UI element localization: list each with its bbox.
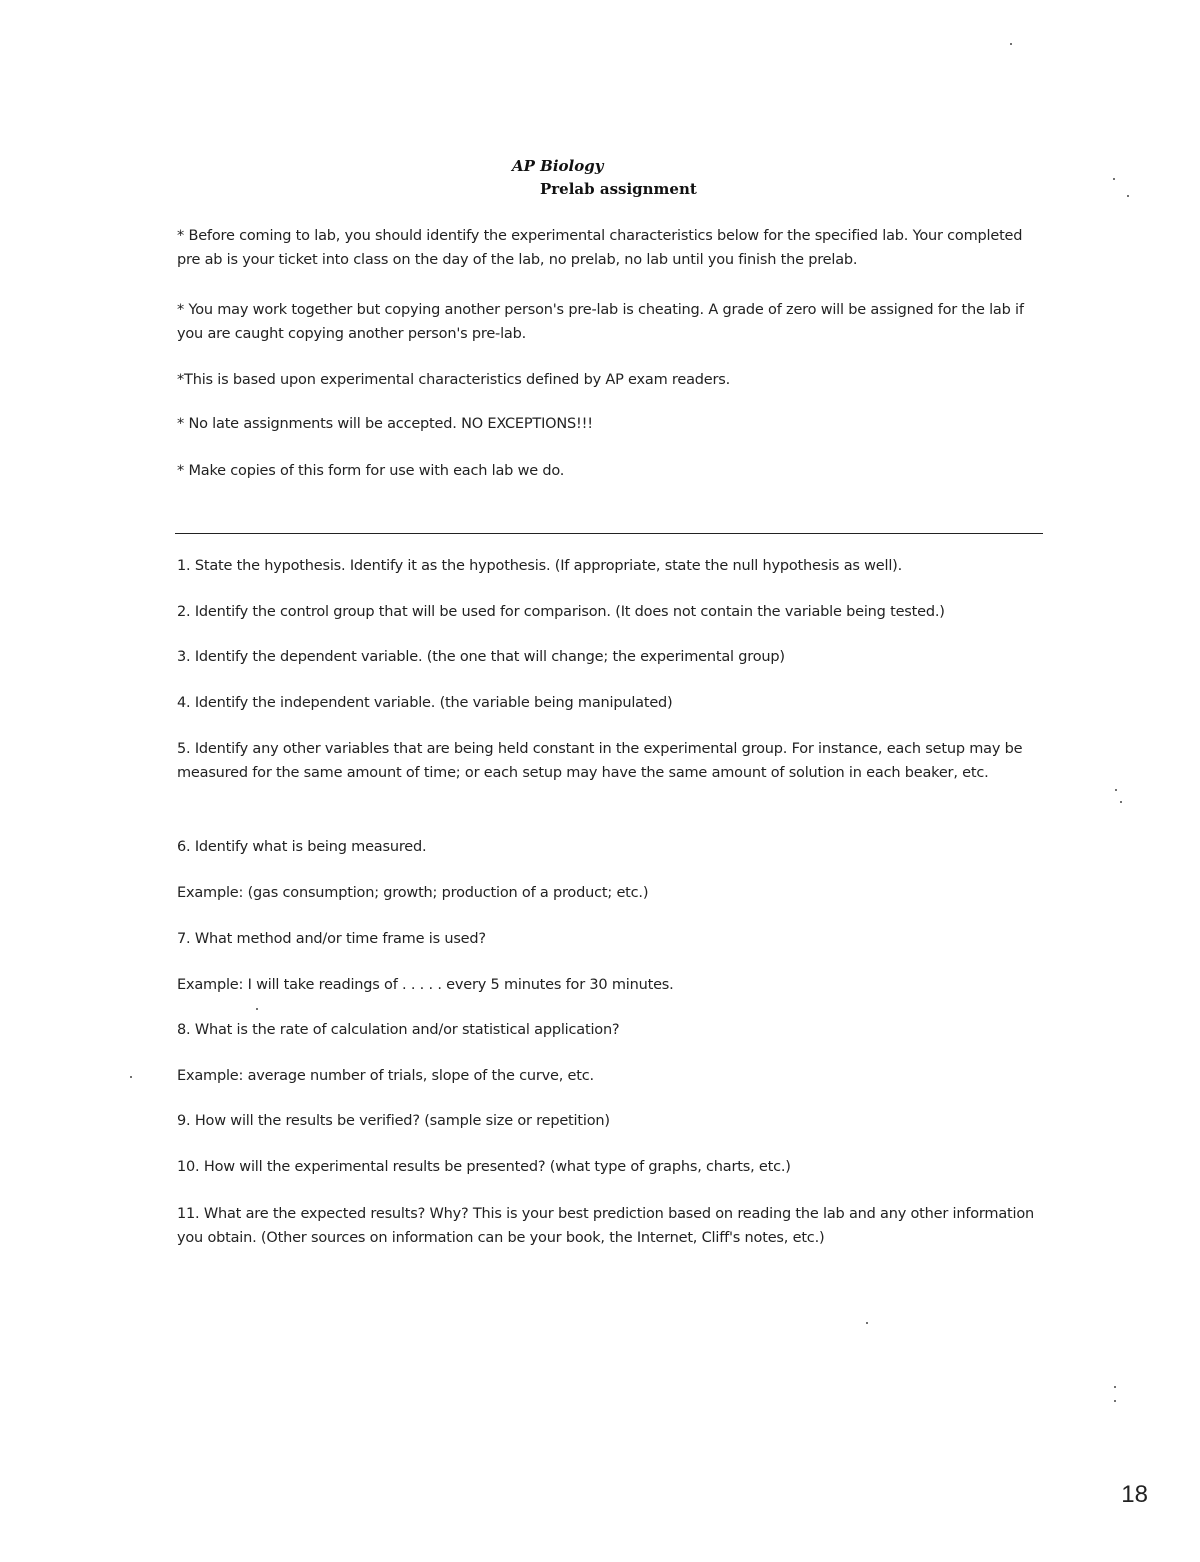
- question-5: 5. Identify any other variables that are being held constant in the experimental group. For instance, each setup may be measured for the same amount of time; or each setup may have the same amount of solution in each beaker, etc.: [177, 741, 1023, 781]
- page-title: AP Biology: [512, 157, 604, 175]
- page-subtitle: Prelab assignment: [540, 180, 697, 198]
- question-8: 8. What is the rate of calculation and/or statistical application?: [177, 1022, 620, 1038]
- scan-speck: [1113, 178, 1115, 180]
- scan-speck: [130, 1076, 132, 1078]
- question-11: 11. What are the expected results? Why? This is your best prediction based on reading the lab and any other information you obtain. (Other sources on information can be your book, the Internet, Cliff's notes, etc.): [177, 1206, 1035, 1246]
- instruction-2: * You may work together but copying another person's pre-lab is cheating. A grade of zero will be assigned for the lab if you are caught copying another person's pre-lab.: [177, 302, 1024, 342]
- example-7: Example: I will take readings of . . . . . every 5 minutes for 30 minutes.: [177, 977, 674, 993]
- question-1: 1. State the hypothesis. Identify it as the hypothesis. (If appropriate, state the null hypothesis as well).: [177, 558, 903, 574]
- instruction-5: * Make copies of this form for use with each lab we do.: [177, 463, 565, 479]
- instruction-4: * No late assignments will be accepted. NO EXCEPTIONS!!!: [177, 416, 593, 432]
- instruction-3: *This is based upon experimental characteristics defined by AP exam readers.: [177, 372, 731, 388]
- section-divider: [175, 533, 1043, 534]
- page-number: 18: [1121, 1481, 1148, 1508]
- question-6: 6. Identify what is being measured.: [177, 839, 427, 855]
- scan-speck: [1114, 1400, 1116, 1402]
- scan-speck: [1120, 801, 1122, 803]
- example-8: Example: average number of trials, slope of the curve, etc.: [177, 1068, 594, 1084]
- question-10: 10. How will the experimental results be presented? (what type of graphs, charts, etc.): [177, 1159, 791, 1175]
- question-7: 7. What method and/or time frame is used?: [177, 931, 486, 947]
- example-6: Example: (gas consumption; growth; production of a product; etc.): [177, 885, 649, 901]
- scan-speck: [1115, 789, 1117, 791]
- scan-speck: [1010, 43, 1012, 45]
- instruction-1: * Before coming to lab, you should identify the experimental characteristics below for the specified lab. Your completed pre ab is your ticket into class on the day of the lab, no prelab, no lab until you finish the prelab.: [177, 228, 1023, 268]
- question-2: 2. Identify the control group that will be used for comparison. (It does not contain the variable being tested.): [177, 604, 945, 620]
- scan-speck: [256, 1008, 258, 1010]
- question-3: 3. Identify the dependent variable. (the one that will change; the experimental group): [177, 649, 785, 665]
- scan-speck: [866, 1322, 868, 1324]
- scan-speck: [1114, 1386, 1116, 1388]
- scan-speck: [1127, 195, 1129, 197]
- question-4: 4. Identify the independent variable. (the variable being manipulated): [177, 695, 673, 711]
- question-9: 9. How will the results be verified? (sample size or repetition): [177, 1113, 610, 1129]
